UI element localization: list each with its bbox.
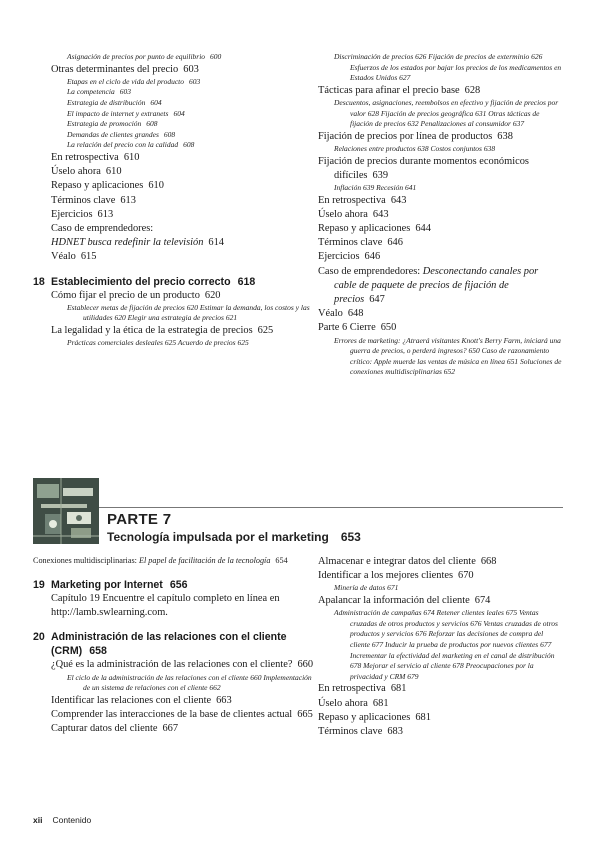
toc-subentry: [318, 144, 562, 155]
toc-entry-text: Identificar a los mejores clientes: [318, 570, 454, 582]
toc-entry: [51, 63, 311, 77]
toc-entry-page: 668: [480, 556, 497, 567]
toc-entry-text: Términos clave: [51, 194, 116, 206]
toc-entry: [318, 555, 562, 569]
toc-subentry: [51, 338, 311, 349]
toc-subentry-text: Prácticas comerciales desleales 625 Acuerdo de precios 625: [67, 338, 249, 348]
toc-entry-page: 610: [148, 180, 164, 192]
toc-entry-italic: Desconectando canales por cable de paquete de precios de fijación de precios: [334, 265, 539, 305]
chapter-18-title: Establecimiento del precio correcto: [51, 275, 231, 288]
toc-column-lower-left: [33, 555, 315, 736]
chapter-20-heading: [33, 630, 315, 658]
toc-entry: [318, 697, 562, 711]
toc-entry: [318, 130, 562, 144]
toc-subentry: [51, 109, 311, 120]
toc-subentry-text: Demandas de clientes grandes: [67, 129, 159, 139]
toc-subentry-text: Estrategia de distribución: [67, 97, 146, 107]
chapter-18-number: 18: [33, 275, 45, 288]
toc-entry-text: Repaso y aplicaciones: [318, 711, 411, 723]
page-footer: [33, 815, 91, 825]
toc-entry-text: ¿Qué es la administración de las relaciones con el cliente?: [51, 659, 293, 671]
toc-entry-page: 615: [80, 251, 97, 263]
toc-subentry: [318, 98, 562, 130]
toc-entry-page: 681: [390, 683, 407, 695]
footer-page-number: xii: [33, 815, 43, 825]
toc-entry-text: Términos clave: [318, 725, 383, 737]
toc-subentry: [51, 130, 311, 141]
toc-entry-page: 610: [105, 166, 122, 178]
toc-entry-text: Cómo fijar el precio de un producto: [51, 289, 200, 301]
part-label: PARTE 7: [107, 511, 172, 528]
toc-entry-text: Véalo: [51, 251, 76, 263]
toc-subentry-page: 608: [183, 140, 195, 150]
toc-subentry-page: 608: [163, 129, 176, 139]
chapter-18-heading: [33, 275, 311, 289]
chapter-20-page: 658: [89, 645, 107, 658]
toc-subentry-text: La competencia: [67, 87, 115, 97]
toc-entry-text: Véalo: [318, 308, 343, 320]
toc-entry: [51, 658, 315, 672]
toc-entry-page: 660: [297, 659, 314, 671]
toc-subentry-text: Asignación de precios por punto de equilibrio: [67, 52, 206, 61]
toc-column-upper-right: [318, 52, 562, 378]
toc-entry-page: 674: [474, 595, 491, 606]
chapter-20-number: 20: [33, 631, 45, 644]
toc-entry-text: Caso de emprendedores:: [318, 265, 421, 277]
toc-entry-page: 670: [458, 570, 474, 582]
chapter-19-title: Marketing por Internet: [51, 579, 163, 591]
toc-entry-page: 620: [204, 289, 221, 301]
toc-entry-text: Repaso y aplicaciones: [51, 180, 144, 192]
toc-entry-text: Úselo ahora: [318, 208, 368, 220]
toc-entry: [318, 321, 562, 335]
toc-subentry-text: El impacto de internet y extranets: [67, 108, 169, 118]
toc-entry-page: 638: [497, 130, 513, 142]
toc-subentry-text: Establecer metas de fijación de precios 620 Estimar la demanda, los costos y las utilidades 620 Elegir una estrategia de precios 621: [67, 302, 310, 323]
toc-entry: [51, 289, 311, 303]
toc-entry-page: 643: [390, 194, 407, 206]
toc-subentry: [318, 183, 562, 194]
toc-entry-page: 603: [183, 63, 199, 75]
toc-entry-text: Ejercicios: [51, 208, 93, 220]
part-intro-entry: [33, 555, 315, 566]
toc-entry: [318, 711, 562, 725]
toc-entry-page: 683: [387, 725, 403, 737]
part-rule-line: [99, 507, 563, 508]
toc-entry: [51, 722, 315, 736]
toc-entry-text: Úselo ahora: [51, 166, 101, 178]
chapter-19-page: 656: [169, 579, 188, 591]
toc-subentry-page: 604: [150, 97, 162, 107]
toc-entry-page: 625: [257, 324, 274, 336]
toc-entry: [318, 682, 562, 696]
chapter-19-note: Capítulo 19 Encuentre el capítulo completo en línea en http://lamb.swlearning.com.: [51, 593, 280, 619]
toc-entry-page: 667: [162, 723, 179, 735]
toc-subentry: [51, 87, 311, 98]
toc-entry-page: 681: [372, 697, 389, 709]
toc-subentry-page: 608: [146, 119, 158, 129]
chapter-20-entries: [33, 658, 315, 736]
toc-subentry-page: 604: [173, 108, 185, 118]
part-title: [107, 530, 361, 544]
toc-entry-text: Capturar datos del cliente: [51, 723, 158, 735]
toc-subentry-text: El ciclo de la administración de las relaciones con el cliente 660 Implementación de un sistema de relaciones con el cliente 662: [67, 672, 312, 693]
toc-entry: [318, 594, 562, 608]
toc-entry-text: Ejercicios: [318, 251, 360, 263]
toc-subentry-text: Discriminación de precios 626 Fijación de precios de exterminio 626 Esfuerzos de los estados por bajar los precios de los medicamentos en Estados Unidos 627: [334, 52, 562, 83]
toc-entry-text: Términos clave: [318, 237, 383, 249]
toc-entry-page: 650: [380, 322, 397, 334]
toc-entry-text: Otras determinantes del precio: [51, 63, 179, 75]
toc-entry-text: HDNET busca redefinir la televisión: [51, 237, 204, 249]
toc-entry: [51, 208, 311, 222]
toc-entry-page: 613: [120, 194, 136, 206]
part-banner: [33, 478, 563, 544]
toc-entry-page: 614: [208, 237, 224, 249]
part-circuit-image: [33, 478, 99, 544]
toc-subentry-text: Etapas en el ciclo de vida del producto: [67, 76, 184, 86]
part-title-text: Tecnología impulsada por el marketing: [107, 530, 329, 544]
toc-subentry-page: 603: [188, 76, 201, 86]
toc-entry-page: 644: [415, 222, 431, 234]
toc-entry: [51, 324, 311, 338]
toc-entry: [318, 194, 562, 208]
toc-subentry-text: La relación del precio con la calidad: [67, 140, 179, 150]
toc-entry-text: La legalidad y la ética de la estrategia de precios: [51, 324, 253, 336]
chapter-18-page: 618: [237, 275, 256, 288]
part-intro-text: Conexiones multidisciplinarias:: [33, 556, 137, 565]
toc-entry-text: Tácticas para afinar el precio base: [318, 84, 460, 96]
toc-subentry: [318, 583, 562, 594]
toc-entry: [318, 250, 562, 264]
toc-entry: [51, 179, 311, 193]
toc-entry: [51, 222, 311, 236]
toc-subentry: [51, 140, 311, 151]
toc-entry-page: 646: [364, 251, 381, 263]
toc-subentry-page: 600: [210, 52, 222, 61]
toc-entry-page: 647: [369, 293, 385, 305]
toc-subentry-text: Inflación 639 Recesión 641: [334, 182, 417, 192]
toc-entry-text: Apalancar la información del cliente: [318, 595, 470, 606]
footer-section: Contenido: [52, 815, 92, 825]
toc-subentry: [51, 52, 311, 63]
toc-entry-text: En retrospectiva: [318, 194, 386, 206]
toc-entry: [51, 151, 311, 165]
chapter-19-heading: [33, 578, 315, 592]
toc-entry-page: 639: [372, 169, 389, 181]
toc-entry: [318, 725, 562, 739]
toc-entry-page: 663: [216, 694, 232, 706]
toc-entry-text: Fijación de precios por línea de productos: [318, 130, 493, 142]
toc-subentry-text: Descuentos, asignaciones, reembolsos en efectivo y fijación de precios por valor 628 Fijación de precios geográfica 631 Otras tácticas de fijación de precios 632 Penalizaciones al consumidor 637: [334, 97, 559, 129]
toc-entry: [318, 84, 562, 98]
toc-entry: [318, 236, 562, 250]
toc-entry-text: Caso de emprendedores:: [51, 222, 154, 234]
toc-subentry: [318, 336, 562, 378]
toc-entry-text: En retrospectiva: [318, 683, 386, 695]
toc-entry: [51, 236, 311, 250]
toc-entry-page: 613: [97, 208, 114, 220]
toc-entry-text: Almacenar e integrar datos del cliente: [318, 556, 476, 567]
toc-entry-page: 665: [297, 709, 313, 720]
toc-entry: [318, 222, 562, 236]
toc-subentry: [51, 673, 315, 694]
toc-subentry: [51, 119, 311, 130]
toc-entry-page: 610: [123, 151, 140, 163]
chapter-19-number: 19: [33, 579, 45, 591]
toc-entry-page: 648: [347, 308, 364, 320]
toc-entry-text: Fijación de precios durante momentos económicos difíciles: [318, 155, 529, 181]
toc-entry: [51, 708, 315, 722]
toc-entry-page: 646: [387, 237, 403, 249]
toc-subentry-page: 603: [119, 87, 131, 97]
part-intro-page: 654: [275, 556, 288, 565]
toc-subentry: [318, 52, 562, 84]
toc-entry-page: 628: [464, 84, 481, 96]
toc-entry: [51, 250, 311, 264]
toc-entry: [318, 208, 562, 222]
toc-subentry-text: Minería de datos 671: [334, 583, 399, 593]
toc-subentry-text: Relaciones entre productos 638 Costos conjuntos 638: [334, 143, 496, 153]
toc-entry-text: Parte 6 Cierre: [318, 322, 376, 334]
part-intro-italic: El papel de facilitación de la tecnología: [138, 556, 271, 565]
toc-entry: [51, 694, 315, 708]
toc-entry-text: Comprender las interacciones de la base de clientes actual: [51, 709, 293, 720]
toc-subentry: [51, 303, 311, 324]
toc-entry-text: Úselo ahora: [318, 697, 368, 709]
part-title-page: 653: [340, 530, 361, 544]
toc-entry-text: En retrospectiva: [51, 151, 119, 163]
toc-subentry-text: Administración de campañas 674 Retener clientes leales 675 Ventas cruzadas de otros productos y servicios 676 Ventas cruzadas de otros productos y servicios 676 Reforzar las decisiones de compra del cliente 677 Inducir la prueba de productos por nuevos clientes 677 Incrementar la efectividad del marketing en el canal de distribución 678 Mejorar el servicio al cliente 678 Preocupaciones por la privacidad y CRM 679: [334, 608, 558, 681]
toc-entry-page: 643: [372, 208, 389, 220]
toc-entry-text: Repaso y aplicaciones: [318, 222, 411, 234]
chapter-19-note-wrap: [33, 592, 315, 620]
toc-entry: [51, 194, 311, 208]
toc-entry: [318, 569, 562, 583]
toc-entry: [318, 307, 562, 321]
toc-subentry: [318, 608, 562, 682]
toc-entry-page: 681: [415, 711, 431, 723]
toc-subentry-text: Errores de marketing: ¿Atraerá visitantes Knott's Berry Farm, iniciará una guerra de precios, o perderá ingresos? 650 Caso de razonamiento crítico: Apple muerde las ventas de música en línea 651 Soluciones de conexiones multidisciplinarias 652: [334, 335, 562, 377]
toc-subentry: [51, 77, 311, 88]
toc-entry: [318, 265, 562, 308]
toc-subentry-text: Estrategia de promoción: [67, 119, 142, 129]
toc-column-lower-right: [318, 555, 562, 739]
toc-subentry: [51, 98, 311, 109]
toc-entry: [318, 155, 562, 183]
toc-entry-text: Identificar las relaciones con el cliente: [51, 694, 212, 706]
toc-column-upper-left: [33, 52, 311, 349]
chapter-20-title: Administración de las relaciones con el cliente (CRM): [51, 631, 287, 658]
toc-entry: [51, 165, 311, 179]
